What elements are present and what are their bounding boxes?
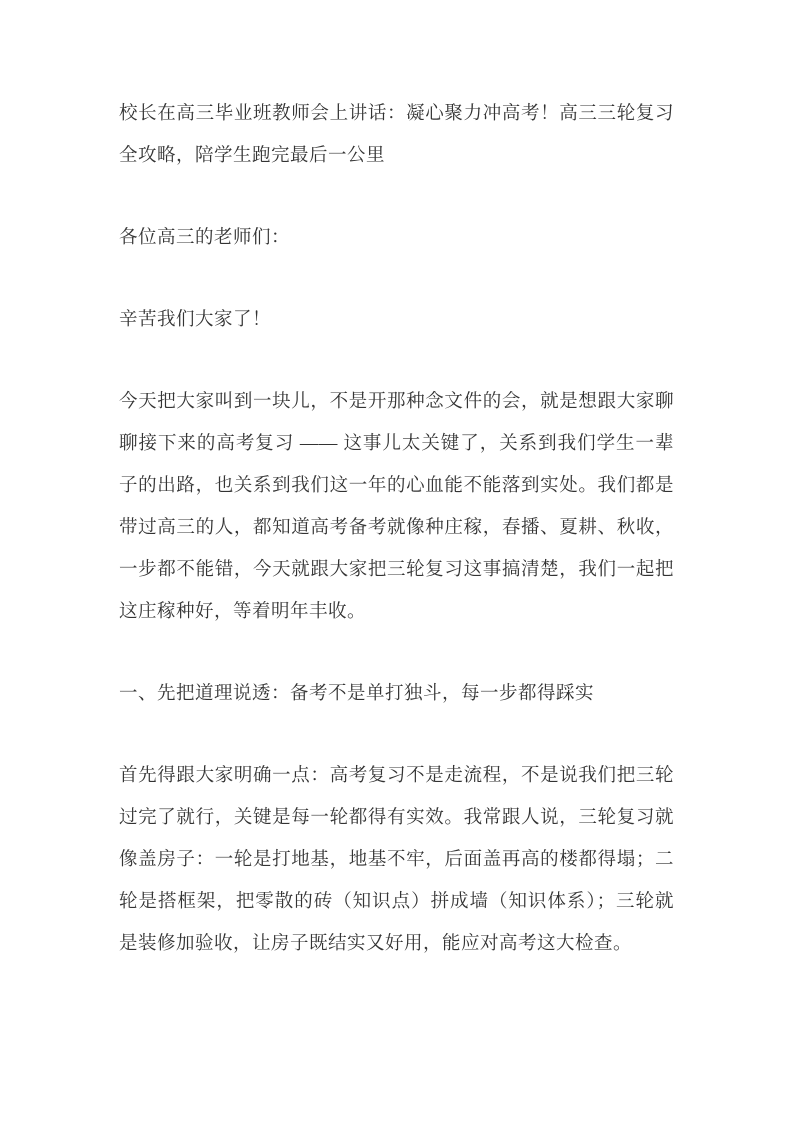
salutation-line: 各位高三的老师们：	[119, 228, 291, 248]
document-title: 校长在高三毕业班教师会上讲话：凝心聚力冲高考！高三三轮复习全攻略，陪学生跑完最后一公里	[119, 104, 674, 166]
body-paragraph-1: 今天把大家叫到一块儿，不是开那种念文件的会，就是想跟大家聊聊接下来的高考复习 —— 这事儿太关键了，关系到我们学生一辈子的出路，也关系到我们这一年的心血能不能落到实处。我们都是带过高三的人，都知道高考备考就像种庄稼，春播、夏耕、秋收，一步都不能错，今天就跟大家把三轮复习这事搞清楚，我们一起把这庄稼种好，等着明年丰收。	[119, 392, 674, 622]
greeting-line: 辛苦我们大家了！	[119, 310, 272, 330]
body-paragraph-2: 首先得跟大家明确一点：高考复习不是走流程，不是说我们把三轮过完了就行，关键是每一轮都得有实效。我常跟人说，三轮复习就像盖房子：一轮是打地基，地基不牢，后面盖再高的楼都得塌；二轮是搭框架，把零散的砖（知识点）拼成墙（知识体系）；三轮就是装修加验收，让房子既结实又好用，能应对高考这大检查。	[119, 766, 674, 954]
section-1-heading: 一、先把道理说透：备考不是单打独斗，每一步都得踩实	[119, 684, 595, 704]
